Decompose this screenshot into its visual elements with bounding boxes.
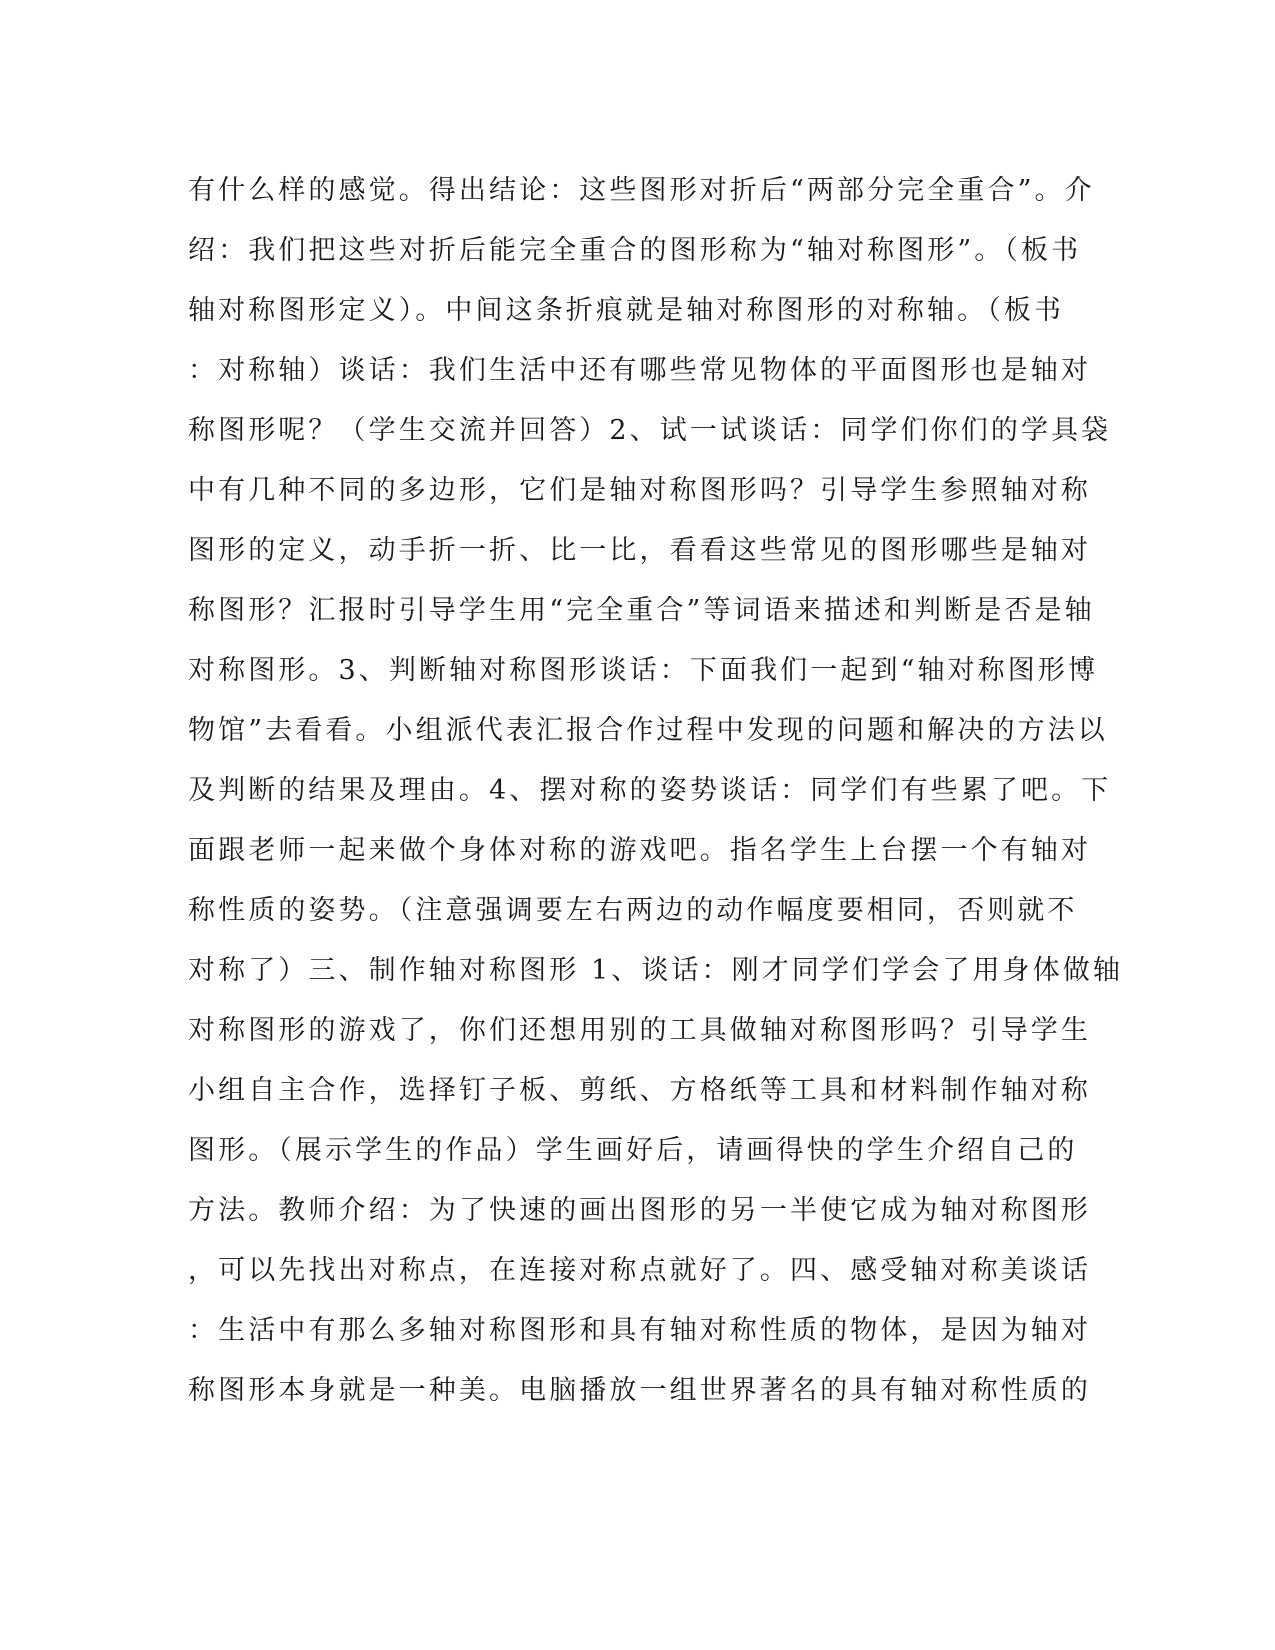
text-line: 物馆”去看看。小组派代表汇报合作过程中发现的问题和解决的方法以 bbox=[188, 715, 1108, 746]
text-line: 绍：我们把这些对折后能完全重合的图形称为“轴对称图形”。（板书 bbox=[188, 235, 1082, 266]
text-line: 图形的定义，动手折一折、比一比，看看这些常见的图形哪些是轴对 bbox=[188, 535, 1091, 566]
text-line: 对称图形。3、判断轴对称图形谈话：下面我们一起到“轴对称图形博 bbox=[188, 655, 1099, 686]
text-line: 及判断的结果及理由。4、摆对称的姿势谈话：同学们有些累了吧。下 bbox=[188, 775, 1112, 806]
text-line: 称性质的姿势。（注意强调要左右两边的动作幅度要相同，否则就不 bbox=[188, 895, 1078, 926]
text-line: ，可以先找出对称点，在连接对称点就好了。四、感受轴对称美谈话 bbox=[188, 1255, 1091, 1286]
text-line: 称图形？汇报时引导学生用“完全重合”等词语来描述和判断是否是轴 bbox=[188, 595, 1095, 626]
text-line: 称图形呢？（学生交流并回答）2、试一试谈话：同学们你们的学具袋 bbox=[188, 415, 1112, 446]
text-line: 对称了）三、制作轴对称图形 1、谈话：刚才同学们学会了用身体做轴 bbox=[188, 955, 1123, 986]
text-line: 对称图形的游戏了，你们还想用别的工具做轴对称图形吗？引导学生 bbox=[188, 1015, 1091, 1046]
text-line: 图形。（展示学生的作品）学生画好后，请画得快的学生介绍自己的 bbox=[188, 1135, 1078, 1166]
text-line: ：对称轴）谈话：我们生活中还有哪些常见物体的平面图形也是轴对 bbox=[188, 355, 1091, 386]
text-line: ：生活中有那么多轴对称图形和具有轴对称性质的物体，是因为轴对 bbox=[188, 1315, 1091, 1346]
text-line: 有什么样的感觉。得出结论：这些图形对折后“两部分完全重合”。介 bbox=[188, 175, 1095, 206]
text-line: 轴对称图形定义）。中间这条折痕就是轴对称图形的对称轴。（板书 bbox=[188, 295, 1064, 326]
text-line: 小组自主合作，选择钉子板、剪纸、方格纸等工具和材料制作轴对称 bbox=[188, 1075, 1091, 1106]
text-line: 称图形本身就是一种美。电脑播放一组世界著名的具有轴对称性质的 bbox=[188, 1375, 1091, 1406]
text-line: 面跟老师一起来做个身体对称的游戏吧。指名学生上台摆一个有轴对 bbox=[188, 835, 1091, 866]
text-line: 中有几种不同的多边形，它们是轴对称图形吗？引导学生参照轴对称 bbox=[188, 475, 1091, 506]
text-line: 方法。教师介绍：为了快速的画出图形的另一半使它成为轴对称图形 bbox=[188, 1195, 1091, 1226]
body-text bbox=[188, 161, 1123, 1421]
